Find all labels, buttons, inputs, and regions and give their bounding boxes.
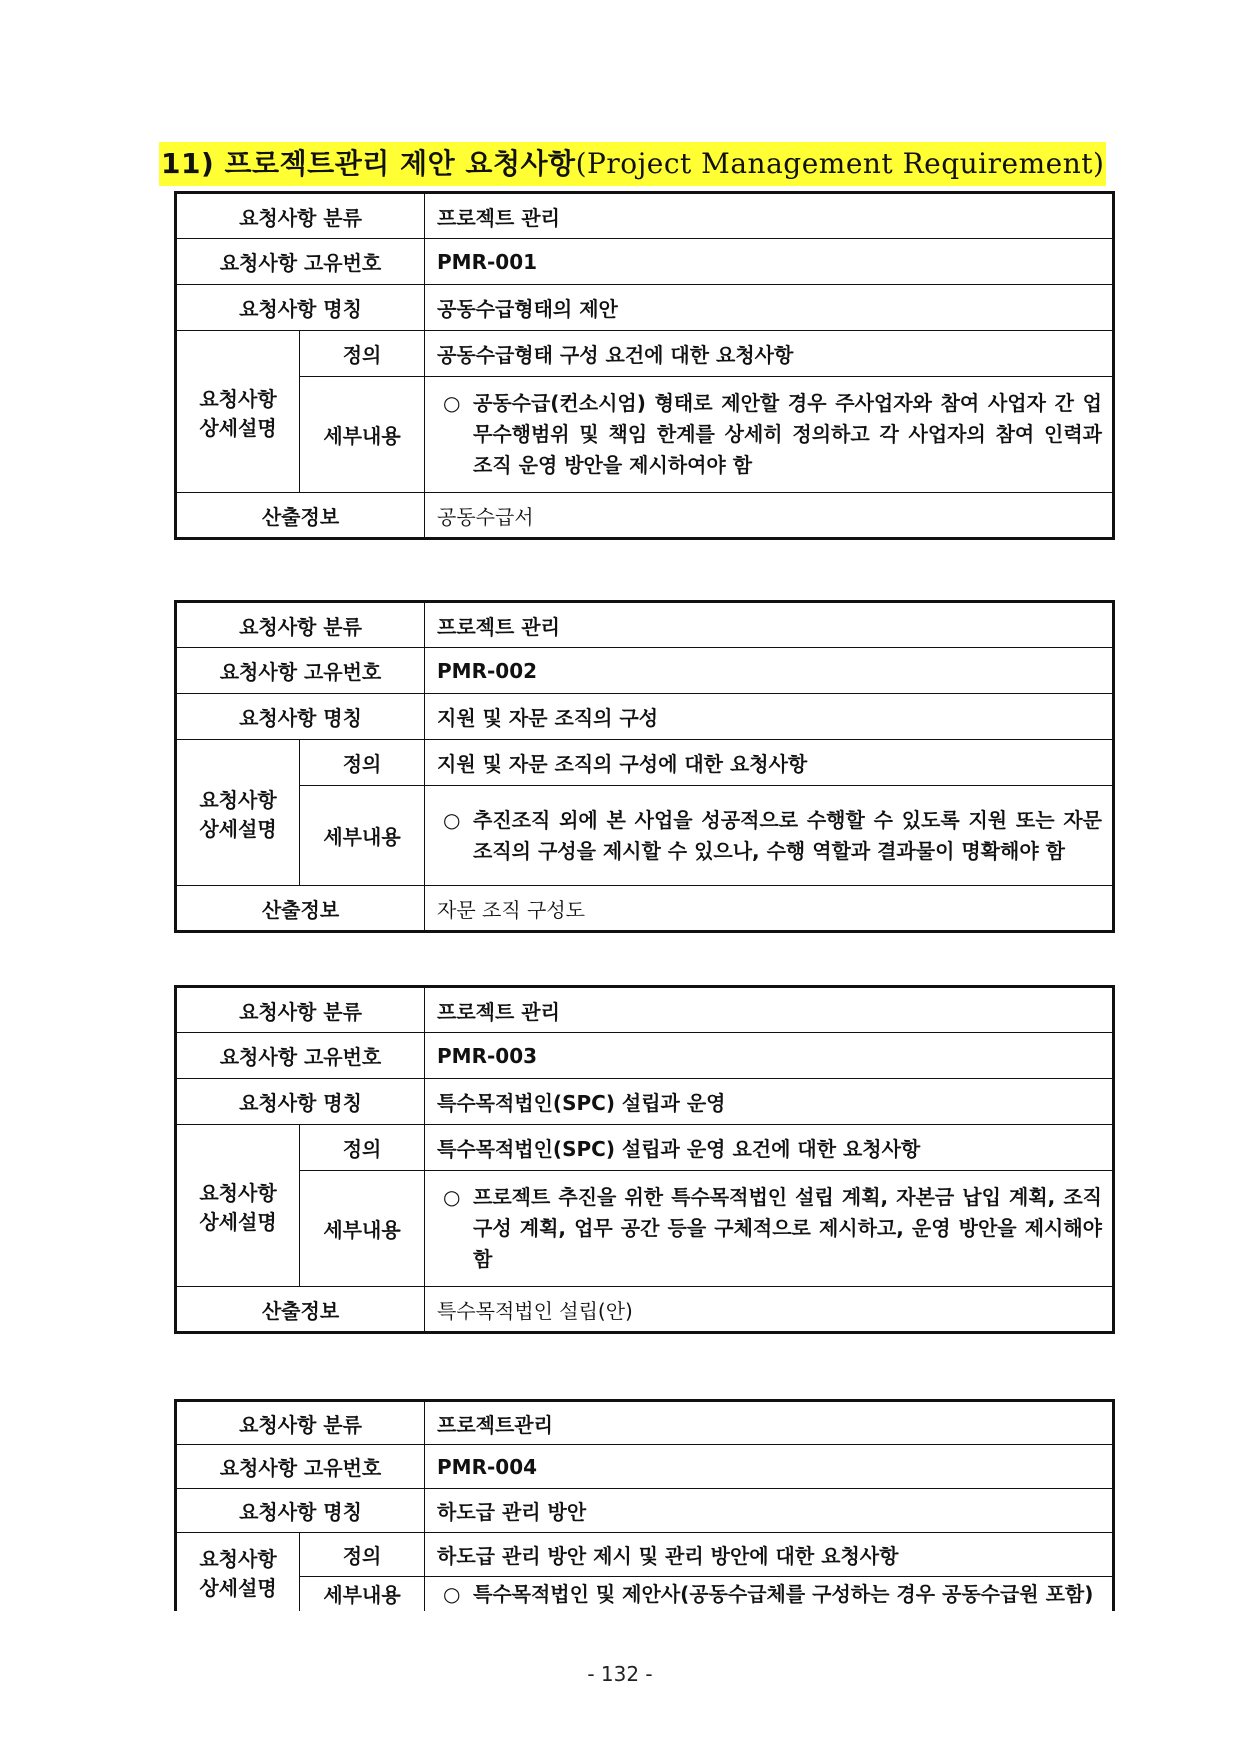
id-value: PMR-002 — [425, 648, 1114, 694]
name-value: 지원 및 자문 조직의 구성 — [425, 694, 1114, 740]
name-value: 공동수급형태의 제안 — [425, 285, 1114, 331]
output-value: 자문 조직 구성도 — [425, 886, 1114, 932]
definition-value: 하도급 관리 방안 제시 및 관리 방안에 대한 요청사항 — [425, 1533, 1114, 1577]
definition-label: 정의 — [300, 740, 425, 786]
category-label: 요청사항 분류 — [176, 193, 425, 239]
name-value: 특수목적법인(SPC) 설립과 운영 — [425, 1079, 1114, 1125]
category-label: 요청사항 분류 — [176, 602, 425, 648]
category-label: 요청사항 분류 — [176, 987, 425, 1033]
definition-label: 정의 — [300, 1125, 425, 1171]
detail-label: 세부내용 — [300, 377, 425, 493]
definition-value: 공동수급형태 구성 요건에 대한 요청사항 — [425, 331, 1114, 377]
detail-group-label: 요청사항 상세설명 — [176, 1125, 300, 1287]
detail-group-label: 요청사항 상세설명 — [176, 1533, 300, 1611]
output-label: 산출정보 — [176, 493, 425, 539]
detail-group-label: 요청사항 상세설명 — [176, 740, 300, 886]
name-label: 요청사항 명칭 — [176, 285, 425, 331]
detail-group-label: 요청사항 상세설명 — [176, 331, 300, 493]
output-value: 공동수급서 — [425, 493, 1114, 539]
requirement-table-pmr-001 — [174, 191, 1115, 540]
category-label: 요청사항 분류 — [176, 1401, 425, 1445]
section-heading-english: (Project Management Requirement) — [575, 147, 1105, 180]
name-label: 요청사항 명칭 — [176, 1079, 425, 1125]
output-label: 산출정보 — [176, 1287, 425, 1333]
requirement-table-pmr-002 — [174, 600, 1115, 933]
requirement-table-pmr-004 — [174, 1399, 1115, 1611]
id-label: 요청사항 고유번호 — [176, 1445, 425, 1489]
bullet-circle-icon: ○ — [443, 1582, 461, 1607]
output-label: 산출정보 — [176, 886, 425, 932]
output-value: 특수목적법인 설립(안) — [425, 1287, 1114, 1333]
detail-value: ○ 추진조직 외에 본 사업을 성공적으로 수행할 수 있도록 지원 또는 자문조직의 구성을 제시할 수 있으나, 수행 역할과 결과물이 명확해야 함 — [425, 786, 1114, 886]
category-value: 프로젝트 관리 — [425, 987, 1114, 1033]
definition-value: 지원 및 자문 조직의 구성에 대한 요청사항 — [425, 740, 1114, 786]
category-value: 프로젝트 관리 — [425, 602, 1114, 648]
category-value: 프로젝트 관리 — [425, 193, 1114, 239]
bullet-circle-icon: ○ — [443, 1185, 461, 1209]
name-value: 하도급 관리 방안 — [425, 1489, 1114, 1533]
page-number: - 132 - — [587, 1662, 653, 1686]
id-value: PMR-001 — [425, 239, 1114, 285]
category-value: 프로젝트관리 — [425, 1401, 1114, 1445]
detail-value: ○ 특수목적법인 및 제안사(공동수급체를 구성하는 경우 공동수급원 포함) — [425, 1577, 1114, 1611]
detail-value: ○ 프로젝트 추진을 위한 특수목적법인 설립 계획, 자본금 납입 계획, 조직 구성 계획, 업무 공간 등을 구체적으로 제시하고, 운영 방안을 제시해야 함 — [425, 1171, 1114, 1287]
definition-label: 정의 — [300, 1533, 425, 1577]
bullet-circle-icon: ○ — [443, 391, 461, 415]
detail-label: 세부내용 — [300, 1171, 425, 1287]
detail-label: 세부내용 — [300, 786, 425, 886]
id-value: PMR-004 — [425, 1445, 1114, 1489]
id-label: 요청사항 고유번호 — [176, 1033, 425, 1079]
detail-value: ○ 공동수급(컨소시엄) 형태로 제안할 경우 주사업자와 참여 사업자 간 업무수행범위 및 책임 한계를 상세히 정의하고 각 사업자의 참여 인력과 조직 운영 방안을 제시하여야 함 — [425, 377, 1114, 493]
name-label: 요청사항 명칭 — [176, 1489, 425, 1533]
definition-label: 정의 — [300, 331, 425, 377]
detail-label: 세부내용 — [300, 1577, 425, 1611]
section-heading-korean: 11) 프로젝트관리 제안 요청사항 — [161, 147, 576, 180]
section-heading — [159, 142, 1106, 186]
id-label: 요청사항 고유번호 — [176, 648, 425, 694]
definition-value: 특수목적법인(SPC) 설립과 운영 요건에 대한 요청사항 — [425, 1125, 1114, 1171]
bullet-circle-icon: ○ — [443, 807, 461, 832]
id-label: 요청사항 고유번호 — [176, 239, 425, 285]
name-label: 요청사항 명칭 — [176, 694, 425, 740]
requirement-table-pmr-003 — [174, 985, 1115, 1334]
id-value: PMR-003 — [425, 1033, 1114, 1079]
